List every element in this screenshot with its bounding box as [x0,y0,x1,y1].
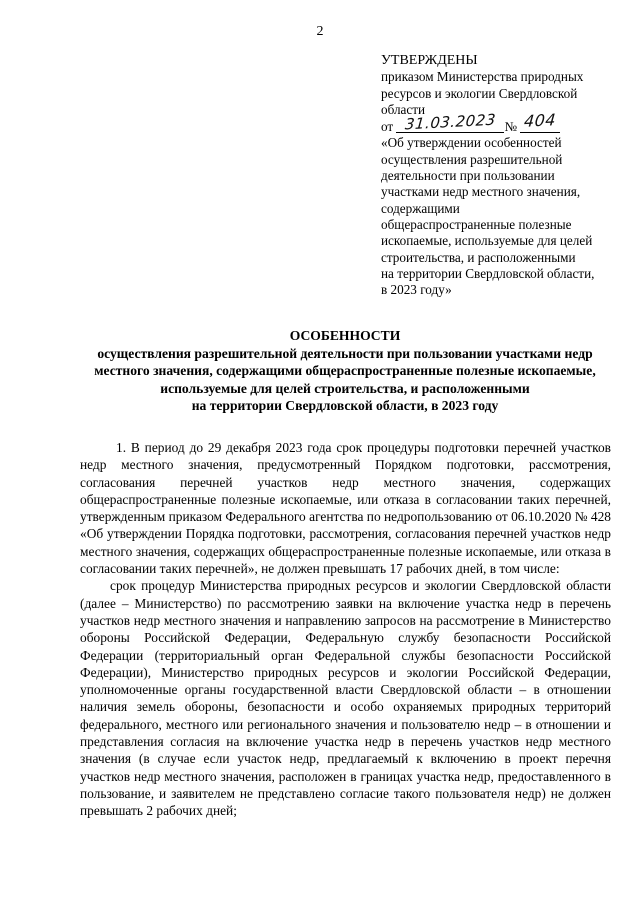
order-title-line: деятельности при пользовании [381,168,555,184]
approval-date-line [381,110,617,135]
date-field [396,110,504,134]
approval-line: области [381,101,426,117]
document-heading [50,327,640,415]
order-title-line: содержащими [381,200,460,216]
order-title-line: общераспространенные полезные [381,216,572,232]
order-title-line: в 2023 году» [381,282,452,298]
document-body [80,439,611,820]
approval-block [381,53,617,298]
heading-subtitle-line: на территории Свердловской области, в 2023 году [191,398,499,413]
heading-title: ОСОБЕННОСТИ [289,328,401,343]
number-field [520,110,560,133]
paragraph-2: срок процедур Министерства природных ресурсов и экологии Свердловской области (далее – Министерство) по рассмотрению заявки на включение участка недр в перечень участков недр местного значения и направлению запросов на рассмотрение в Министерство обороны Российской Федерации, Федеральную службу безопасности Российской Федерации (территориальный орган Федеральной службы безопасности Российской Федерации), Министерство природных ресурсов и экологии Российской Федерации, уполномоченные органы государственной власти Свердловской области – в отношении наличия земель обороны, безопасности и особо охраняемых природных территорий федерального, местного или регионального значения и пользователю недр – в отношении и представления согласия на включение участка недр в перечень участков недр местного значения (в случае если участок недр, предлагаемый к включению в проект перечня участков недр местного значения, расположен в границах участка недр, предоставленного в пользование, и заявителем не представлено согласие такого пользователя недр) не должен превышать 2 рабочих дней; [80,578,611,819]
heading-subtitle-line: осуществления разрешительной деятельности при пользовании участками недр [97,345,593,361]
handwritten-date: 31.03.2023 [404,110,497,134]
order-title-line: ископаемые, используемые для целей [381,233,593,249]
handwritten-number: 404 [523,110,558,132]
order-title-line: осуществления разрешительной [381,151,563,167]
from-label: от [381,119,394,135]
approval-line: ресурсов и экологии Свердловской [381,85,578,101]
order-title-line: на территории Свердловской области, [381,265,595,281]
approval-title: УТВЕРЖДЕНЫ [381,53,478,68]
order-title-line: строительства, и расположенными [381,249,576,265]
order-title-line: участками недр местного значения, [381,184,581,200]
page-number: 2 [316,24,324,39]
heading-subtitle-line: используемые для целей строительства, и расположенными [160,380,530,396]
heading-subtitle-line: местного значения, содержащими общераспространенные полезные ископаемые, [94,363,596,378]
approval-line: приказом Министерства природных [381,69,584,85]
paragraph-1: 1. В период до 29 декабря 2023 года срок процедуры подготовки перечней участков недр местного значения, предусмотренный Порядком подготовки, рассмотрения, согласования перечней участков недр местного значения, содержащих общераспространенные полезные ископаемые, или отказа в согласовании таких перечней, утвержденным приказом Федерального агентства по недропользованию от 06.10.2020 № 428 «Об утверждении Порядка подготовки, рассмотрения, согласования перечней участков недр местного значения, содержащих общераспространенные полезные ископаемые, или отказа в согласовании таких перечней», не должен превышать 17 рабочих дней, в том числе: [80,440,611,577]
order-title-line: «Об утверждении особенностей [381,135,562,151]
number-sign: № [504,119,518,135]
